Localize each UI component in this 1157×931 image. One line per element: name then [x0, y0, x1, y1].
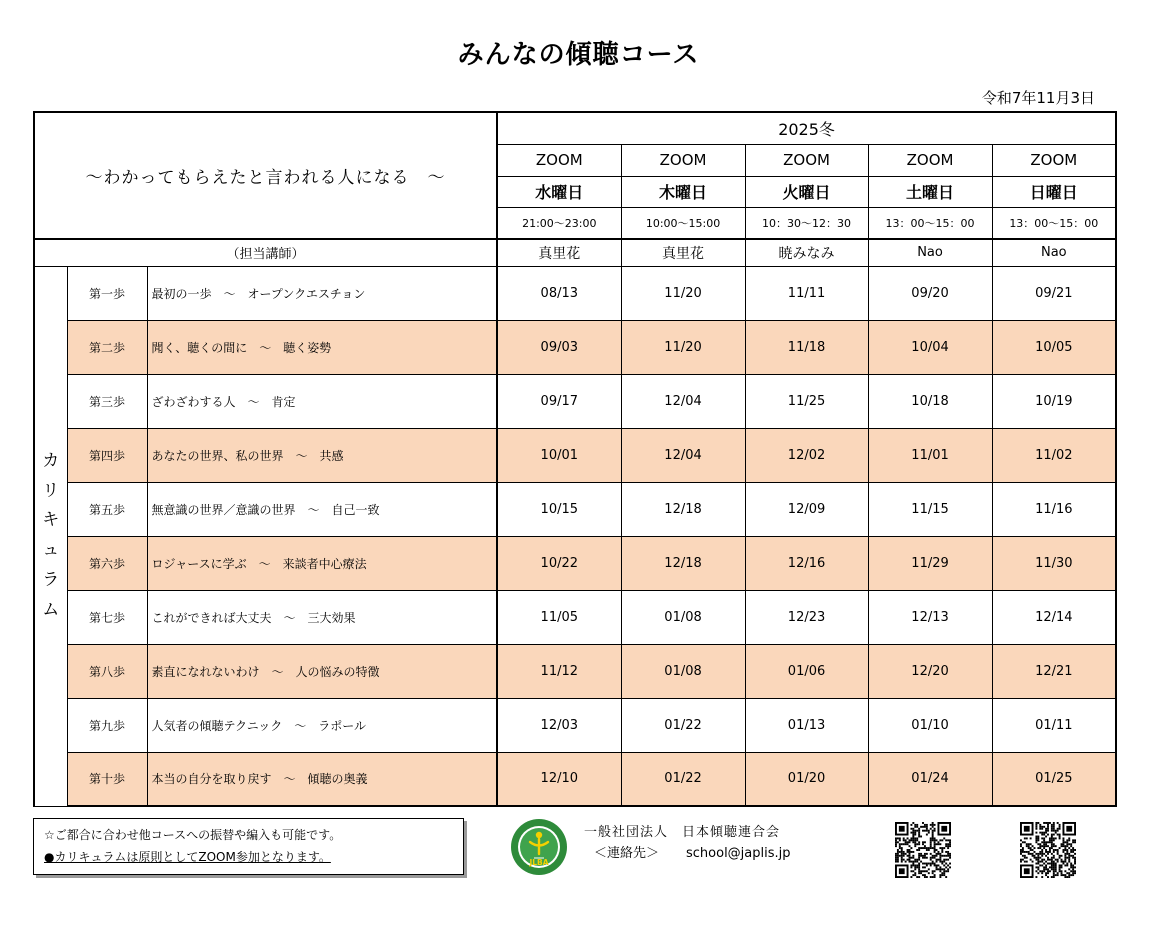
step-title: 人気者の傾聴テクニック ～ ラポール — [147, 698, 497, 752]
session-date: 12/02 — [745, 428, 868, 482]
logo-text: JLBA — [529, 858, 549, 867]
session-date: 10/04 — [868, 320, 992, 374]
curriculum-row — [34, 374, 1116, 428]
session-date: 11/29 — [868, 536, 992, 590]
curriculum-label-char: カ — [42, 450, 60, 471]
session-date: 11/20 — [621, 266, 745, 320]
session-date: 12/18 — [621, 482, 745, 536]
session-date: 12/13 — [868, 590, 992, 644]
session-date: 10/18 — [868, 374, 992, 428]
step-title: これができれば大丈夫 ～ 三大効果 — [147, 590, 497, 644]
notes-box — [33, 818, 464, 875]
session-date: 12/04 — [621, 374, 745, 428]
session-instructor: 真里花 — [621, 239, 745, 266]
session-date: 11/20 — [621, 320, 745, 374]
session-date: 12/14 — [992, 590, 1116, 644]
curriculum-row — [34, 428, 1116, 482]
session-day: 日曜日 — [992, 176, 1116, 207]
curriculum-row — [34, 644, 1116, 698]
step-number: 第三歩 — [67, 374, 147, 428]
contact-email[interactable]: school@japlis.jp — [686, 846, 791, 861]
session-date: 11/16 — [992, 482, 1116, 536]
step-number: 第五歩 — [67, 482, 147, 536]
curriculum-label-char: ラ — [42, 569, 60, 590]
step-title: 素直になれないわけ ～ 人の悩みの特徴 — [147, 644, 497, 698]
session-date: 01/11 — [992, 698, 1116, 752]
session-mode: ZOOM — [745, 144, 868, 176]
session-date: 01/22 — [621, 698, 745, 752]
session-date: 01/06 — [745, 644, 868, 698]
session-date: 08/13 — [497, 266, 621, 320]
session-date: 11/12 — [497, 644, 621, 698]
session-date: 01/08 — [621, 590, 745, 644]
step-title: 本当の自分を取り戻す ～ 傾聴の奥義 — [147, 752, 497, 806]
curriculum-label-char: キ — [42, 510, 60, 531]
session-time: 10：30～12：30 — [745, 207, 868, 239]
session-instructor: 真里花 — [497, 239, 621, 266]
session-time: 10:00～15:00 — [621, 207, 745, 239]
session-mode: ZOOM — [621, 144, 745, 176]
step-title: 最初の一歩 ～ オープンクエスチョン — [147, 266, 497, 320]
session-date: 01/10 — [868, 698, 992, 752]
session-date: 12/20 — [868, 644, 992, 698]
step-title: あなたの世界、私の世界 ～ 共感 — [147, 428, 497, 482]
step-number: 第七歩 — [67, 590, 147, 644]
step-title: ざわざわする人 ～ 肯定 — [147, 374, 497, 428]
organization-info — [584, 822, 791, 864]
note-zoom: ●カリキュラムは原則としてZOOM参加となります。 — [44, 850, 331, 864]
document-date: 令和7年11月3日 — [981, 89, 1095, 107]
session-date: 11/05 — [497, 590, 621, 644]
session-date: 11/15 — [868, 482, 992, 536]
jlba-logo — [510, 818, 568, 876]
session-date: 12/03 — [497, 698, 621, 752]
session-date: 12/04 — [621, 428, 745, 482]
session-time: 13：00～15：00 — [992, 207, 1116, 239]
course-subtitle: ～わかってもらえたと言われる人になる ～ — [34, 112, 497, 239]
session-date: 09/21 — [992, 266, 1116, 320]
curriculum-row — [34, 482, 1116, 536]
curriculum-row — [34, 320, 1116, 374]
curriculum-row — [34, 698, 1116, 752]
contact-label: ＜連絡先＞ — [594, 846, 660, 861]
qr-code-1[interactable] — [895, 822, 951, 878]
schedule-table — [33, 111, 1117, 807]
curriculum-label-char: リ — [42, 480, 60, 501]
step-title: 聞く、聴くの間に ～ 聴く姿勢 — [147, 320, 497, 374]
step-number: 第二歩 — [67, 320, 147, 374]
session-instructor: Nao — [992, 239, 1116, 266]
curriculum-row — [34, 752, 1116, 806]
session-date: 12/16 — [745, 536, 868, 590]
session-day: 火曜日 — [745, 176, 868, 207]
session-date: 11/30 — [992, 536, 1116, 590]
session-time: 13：00～15：00 — [868, 207, 992, 239]
session-instructor: Nao — [868, 239, 992, 266]
session-day: 土曜日 — [868, 176, 992, 207]
session-date: 10/05 — [992, 320, 1116, 374]
curriculum-label-char: ュ — [42, 540, 60, 560]
session-date: 12/21 — [992, 644, 1116, 698]
session-date: 09/17 — [497, 374, 621, 428]
session-date: 12/10 — [497, 752, 621, 806]
curriculum-row — [34, 266, 1116, 320]
session-date: 10/01 — [497, 428, 621, 482]
session-date: 09/20 — [868, 266, 992, 320]
session-date: 10/19 — [992, 374, 1116, 428]
session-instructor: 暁みなみ — [745, 239, 868, 266]
organization-name: 一般社団法人 日本傾聴連合会 — [584, 825, 781, 840]
curriculum-row — [34, 536, 1116, 590]
curriculum-label — [34, 266, 67, 806]
step-number: 第十歩 — [67, 752, 147, 806]
curriculum-row — [34, 590, 1116, 644]
session-date: 01/22 — [621, 752, 745, 806]
session-date: 01/13 — [745, 698, 868, 752]
session-date: 11/02 — [992, 428, 1116, 482]
session-date: 12/18 — [621, 536, 745, 590]
season-label: 2025冬 — [497, 112, 1116, 144]
session-date: 12/09 — [745, 482, 868, 536]
step-number: 第四歩 — [67, 428, 147, 482]
session-date: 10/22 — [497, 536, 621, 590]
session-day: 水曜日 — [497, 176, 621, 207]
session-mode: ZOOM — [992, 144, 1116, 176]
step-number: 第九歩 — [67, 698, 147, 752]
step-title: 無意識の世界／意識の世界 ～ 自己一致 — [147, 482, 497, 536]
session-date: 01/20 — [745, 752, 868, 806]
step-number: 第一歩 — [67, 266, 147, 320]
instructor-label: （担当講師） — [34, 239, 497, 266]
session-time: 21:00～23:00 — [497, 207, 621, 239]
step-number: 第六歩 — [67, 536, 147, 590]
session-date: 11/25 — [745, 374, 868, 428]
session-day: 木曜日 — [621, 176, 745, 207]
session-date: 10/15 — [497, 482, 621, 536]
page-title: みんなの傾聴コース — [457, 40, 700, 70]
session-date: 01/25 — [992, 752, 1116, 806]
curriculum-label-char: ム — [42, 599, 60, 620]
session-date: 09/03 — [497, 320, 621, 374]
session-date: 01/24 — [868, 752, 992, 806]
step-number: 第八歩 — [67, 644, 147, 698]
session-mode: ZOOM — [868, 144, 992, 176]
note-transfer: ☆ご都合に合わせ他コースへの振替や編入も可能です。 — [44, 828, 342, 842]
session-date: 11/11 — [745, 266, 868, 320]
session-date: 11/18 — [745, 320, 868, 374]
contact-row — [584, 843, 791, 864]
session-mode: ZOOM — [497, 144, 621, 176]
session-date: 01/08 — [621, 644, 745, 698]
session-date: 11/01 — [868, 428, 992, 482]
qr-code-2[interactable] — [1020, 822, 1076, 878]
step-title: ロジャースに学ぶ ～ 来談者中心療法 — [147, 536, 497, 590]
session-date: 12/23 — [745, 590, 868, 644]
